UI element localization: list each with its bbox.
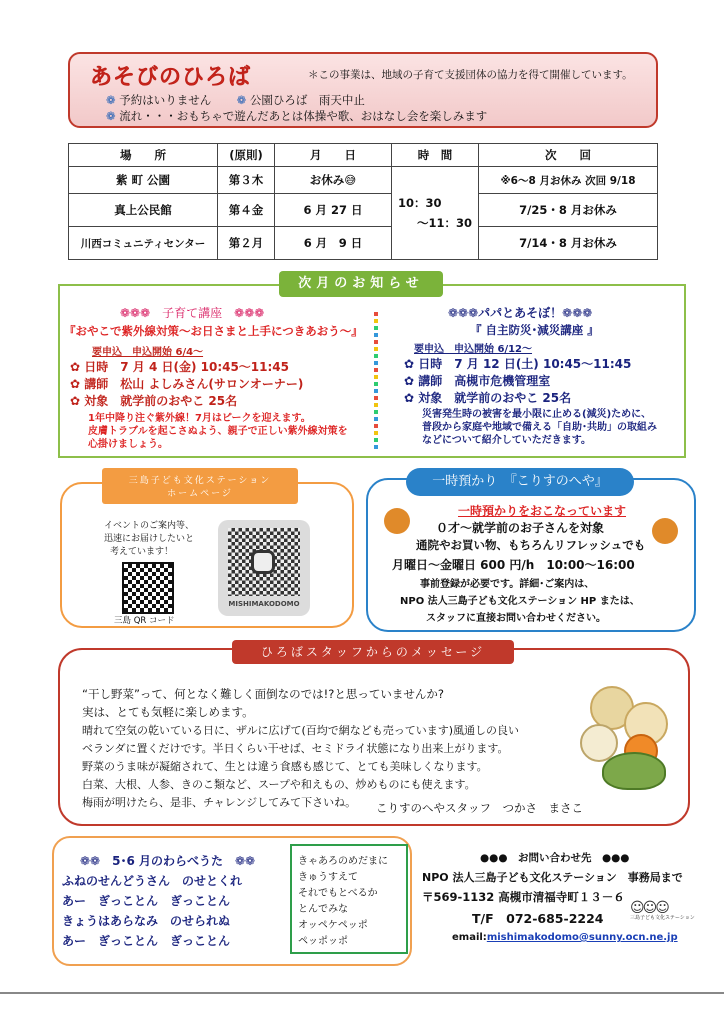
contact-org: NPO 法人三島子ども文化ステーション 事務局まで bbox=[422, 871, 683, 884]
qr-label: 三島 QR コード bbox=[114, 616, 175, 626]
bottom-rule bbox=[0, 992, 724, 994]
papa-target: ✿ 対象 就学前のおやこ 25名 bbox=[404, 391, 572, 405]
next-cell: 7/14・8 月お休み bbox=[479, 227, 658, 260]
papa-date: ✿ 日時 7 月 12 日(土) 10:45～11:45 bbox=[404, 357, 632, 371]
instagram-icon bbox=[251, 550, 275, 574]
koris-line-4: 月曜日～金曜日 600 円/h 10:00～16:00 bbox=[392, 558, 635, 572]
childcare-lecture-subtitle: 『おやこで紫外線対策～お日さまと上手につきあおう～』 bbox=[64, 324, 363, 338]
instagram-qr-card[interactable] bbox=[218, 520, 310, 616]
dotted-divider bbox=[374, 312, 378, 452]
song-inner-line: オッペケペッポ bbox=[298, 920, 368, 931]
col-header-time: 時 間 bbox=[392, 144, 479, 167]
song-inner-line: それでもとべるか bbox=[298, 888, 378, 899]
qr-code-icon[interactable] bbox=[122, 562, 174, 614]
papa-heading: ❁❁❁パパとあそぼ！❁❁❁ bbox=[448, 306, 593, 320]
childcare-lecturer: ✿ 講師 松山 よしみさん(サロンオーナー) bbox=[70, 377, 304, 391]
email-label: email: bbox=[452, 932, 487, 943]
song-inner-line: きゃあろのめだまに bbox=[298, 856, 388, 867]
event-header-box bbox=[68, 52, 658, 128]
event-title: あそびのひろば bbox=[90, 65, 252, 90]
flower-bullet-icon: ✿ bbox=[70, 377, 85, 391]
park-rain-text: 公園ひろば 雨天中止 bbox=[249, 93, 365, 107]
event-info-line-2 bbox=[106, 108, 487, 124]
table-row bbox=[69, 227, 658, 260]
event-note: ＊この事業は、地域の子育て支援団体の協力を得て開催しています。 bbox=[308, 69, 633, 81]
koris-line-3: 通院やお買い物、もちろんリフレッシュでも bbox=[416, 538, 646, 552]
koris-line-5: 事前登録が必要です。詳細･ご案内は、 bbox=[420, 579, 595, 590]
date-cell: 6 月 9 日 bbox=[275, 227, 392, 260]
childcare-desc-2: 皮膚トラブルを起こさぬよう、親子で正しい紫外線対策を bbox=[88, 426, 348, 437]
dried-vegetables-icon bbox=[580, 678, 680, 794]
contact-email-row bbox=[452, 932, 678, 943]
koris-line-6: NPO 法人三島子ども文化ステーション HP または、 bbox=[400, 596, 640, 607]
koris-line-1: 一時預かりをおこなっています bbox=[458, 504, 627, 518]
date-text: お休み bbox=[309, 173, 345, 187]
col-header-rule: (原則) bbox=[218, 144, 275, 167]
song-line: ふねのせんどうさん のせとくれ bbox=[62, 874, 243, 888]
rule-cell: 第２月 bbox=[218, 227, 275, 260]
flower-bullet-icon: ✿ bbox=[70, 360, 85, 374]
song-inner-line: とんでみな bbox=[298, 904, 348, 915]
next-cell: 7/25・8 月お休み bbox=[479, 194, 658, 227]
papa-reserve: 要申込 申込開始 6/12～ bbox=[414, 344, 533, 355]
song-inner-line: ペッポッポ bbox=[298, 936, 348, 947]
childcare-desc-3: 心掛けましょう。 bbox=[88, 439, 168, 450]
instagram-label: MISHIMAKODOMO bbox=[228, 600, 300, 608]
papa-desc-3: などについて紹介していただきます。 bbox=[422, 435, 591, 446]
koris-title: 一時預かり 『こりすのへや』 bbox=[406, 468, 634, 496]
papa-desc-1: 災害発生時の被害を最小限に止める(減災)ために、 bbox=[422, 409, 652, 420]
place-cell: 川西コミュニティセンター bbox=[69, 227, 218, 260]
flow-text: 流れ・・・おもちゃで遊んだあとは体操や歌、おはなし会を楽しみます bbox=[119, 109, 488, 123]
time-end: ～11：30 bbox=[416, 216, 472, 230]
song-line: きょうはあらなみ のせられぬ bbox=[62, 914, 231, 928]
email-link[interactable]: mishimakodomo@sunny.ocn.ne.jp bbox=[486, 932, 678, 943]
message-signature: こりすのへやスタッフ つかさ まさこ bbox=[376, 801, 583, 815]
time-start: 10：30 bbox=[398, 196, 442, 210]
message-line: 実は、とても気軽に楽しめます。 bbox=[82, 705, 254, 719]
time-cell bbox=[392, 167, 479, 260]
kids-logo-icon: ☺☺☺ bbox=[630, 900, 668, 916]
song-line: あー ぎっことん ぎっことん bbox=[62, 934, 231, 948]
date-cell: 6 月 27 日 bbox=[275, 194, 392, 227]
rule-cell: 第４金 bbox=[218, 194, 275, 227]
date-cell bbox=[275, 167, 392, 194]
homepage-text-1: イベントのご案内等、 bbox=[104, 521, 195, 531]
flower-bullet-icon: ✿ bbox=[404, 357, 419, 371]
schedule-table bbox=[68, 143, 658, 260]
col-header-place: 場 所 bbox=[69, 144, 218, 167]
table-row bbox=[69, 167, 658, 194]
homepage-title-label: ホームページ bbox=[167, 489, 233, 499]
col-header-date: 月 日 bbox=[275, 144, 392, 167]
message-line: 白菜、大根、人参、きのこ類など、スープや和えもの、炒めものにも使えます。 bbox=[82, 778, 476, 791]
message-line: 晴れて空気の乾いている日に、ザルに広げて(百均で網なども売っています)風通しの良い bbox=[82, 724, 520, 737]
flower-bullet-icon: ❁ bbox=[236, 93, 247, 107]
next-cell: ※6～8 月お休み 次回 9/18 bbox=[479, 167, 658, 194]
contact-address: 〒569-1132 高槻市清福寺町１３－６ bbox=[422, 890, 625, 904]
message-line: 野菜のうま味が凝縮されて、生とは違う食感も感じて、とても美味しくなります。 bbox=[82, 760, 488, 773]
sweat-face-icon: 😅 bbox=[344, 173, 357, 187]
flower-bullet-icon: ✿ bbox=[404, 374, 419, 388]
no-reservation-text: 予約はいりません bbox=[119, 93, 212, 107]
childcare-target: ✿ 対象 就学前のおやこ 25名 bbox=[70, 394, 238, 408]
homepage-title-org: 三島子ども文化ステーション bbox=[128, 476, 272, 486]
homepage-title bbox=[102, 468, 298, 504]
squirrel-icon bbox=[652, 518, 678, 544]
childcare-reserve: 要申込 申込開始 6/4～ bbox=[92, 347, 204, 358]
contact-tel: T/F 072-685-2224 bbox=[472, 911, 604, 926]
song-line: あー ぎっことん ぎっことん bbox=[62, 894, 231, 908]
message-line: “干し野菜”って、何となく難しく面倒なのでは!?と思っていませんか? bbox=[82, 687, 444, 701]
table-row bbox=[69, 194, 658, 227]
squirrel-icon bbox=[384, 508, 410, 534]
flower-bullet-icon: ✿ bbox=[404, 391, 419, 405]
song-inner-line: きゅうすえて bbox=[298, 872, 358, 883]
childcare-desc-1: 1年中降り注ぐ紫外線！7月はピークを迎えます。 bbox=[88, 413, 311, 424]
message-line: 梅雨が明けたら、是非、チャレンジしてみて下さいね。 bbox=[82, 796, 357, 809]
contact-heading: ●●● お問い合わせ先 ●●● bbox=[480, 852, 630, 864]
childcare-date: ✿ 日時 7 月 4 日(金) 10:45～11:45 bbox=[70, 360, 290, 374]
col-header-next: 次 回 bbox=[479, 144, 658, 167]
staff-message-title: ひろばスタッフからのメッセージ bbox=[232, 640, 514, 664]
message-line: ベランダに置くだけです。半日くらい干せば、セミドライ状態になり出来上がります。 bbox=[82, 742, 509, 755]
table-header-row bbox=[69, 144, 658, 167]
place-cell: 紫 町 公園 bbox=[69, 167, 218, 194]
flower-bullet-icon: ❁ bbox=[106, 93, 116, 107]
childcare-lecture-heading: ❁❁❁ 子育て講座 ❁❁❁ bbox=[120, 306, 265, 320]
papa-desc-2: 普段から家庭や地域で備える「自助･共助」の取組み bbox=[422, 422, 657, 433]
papa-lecturer: ✿ 講師 高槻市危機管理室 bbox=[404, 374, 551, 388]
papa-subtitle: 『 自主防災･減災講座 』 bbox=[470, 323, 599, 337]
homepage-text-3: 考えています！ bbox=[110, 547, 174, 557]
warabeuta-heading: ❁❁ 5･6 月のわらべうた ❁❁ bbox=[80, 854, 256, 868]
homepage-text-2: 迅速にお届けしたいと bbox=[104, 534, 195, 544]
koris-line-2: ０才～就学前のお子さんを対象 bbox=[436, 521, 605, 535]
rule-cell: 第３木 bbox=[218, 167, 275, 194]
station-logo: ☺☺☺ 三島子ども文化ステーション bbox=[630, 900, 700, 926]
place-cell: 真上公民館 bbox=[69, 194, 218, 227]
event-info-line-1 bbox=[106, 92, 365, 108]
flower-bullet-icon: ✿ bbox=[70, 394, 85, 408]
next-month-title: 次月のお知らせ bbox=[279, 271, 443, 297]
flower-bullet-icon: ❁ bbox=[106, 109, 116, 123]
koris-line-7: スタッフに直接お問い合わせください。 bbox=[426, 613, 606, 624]
